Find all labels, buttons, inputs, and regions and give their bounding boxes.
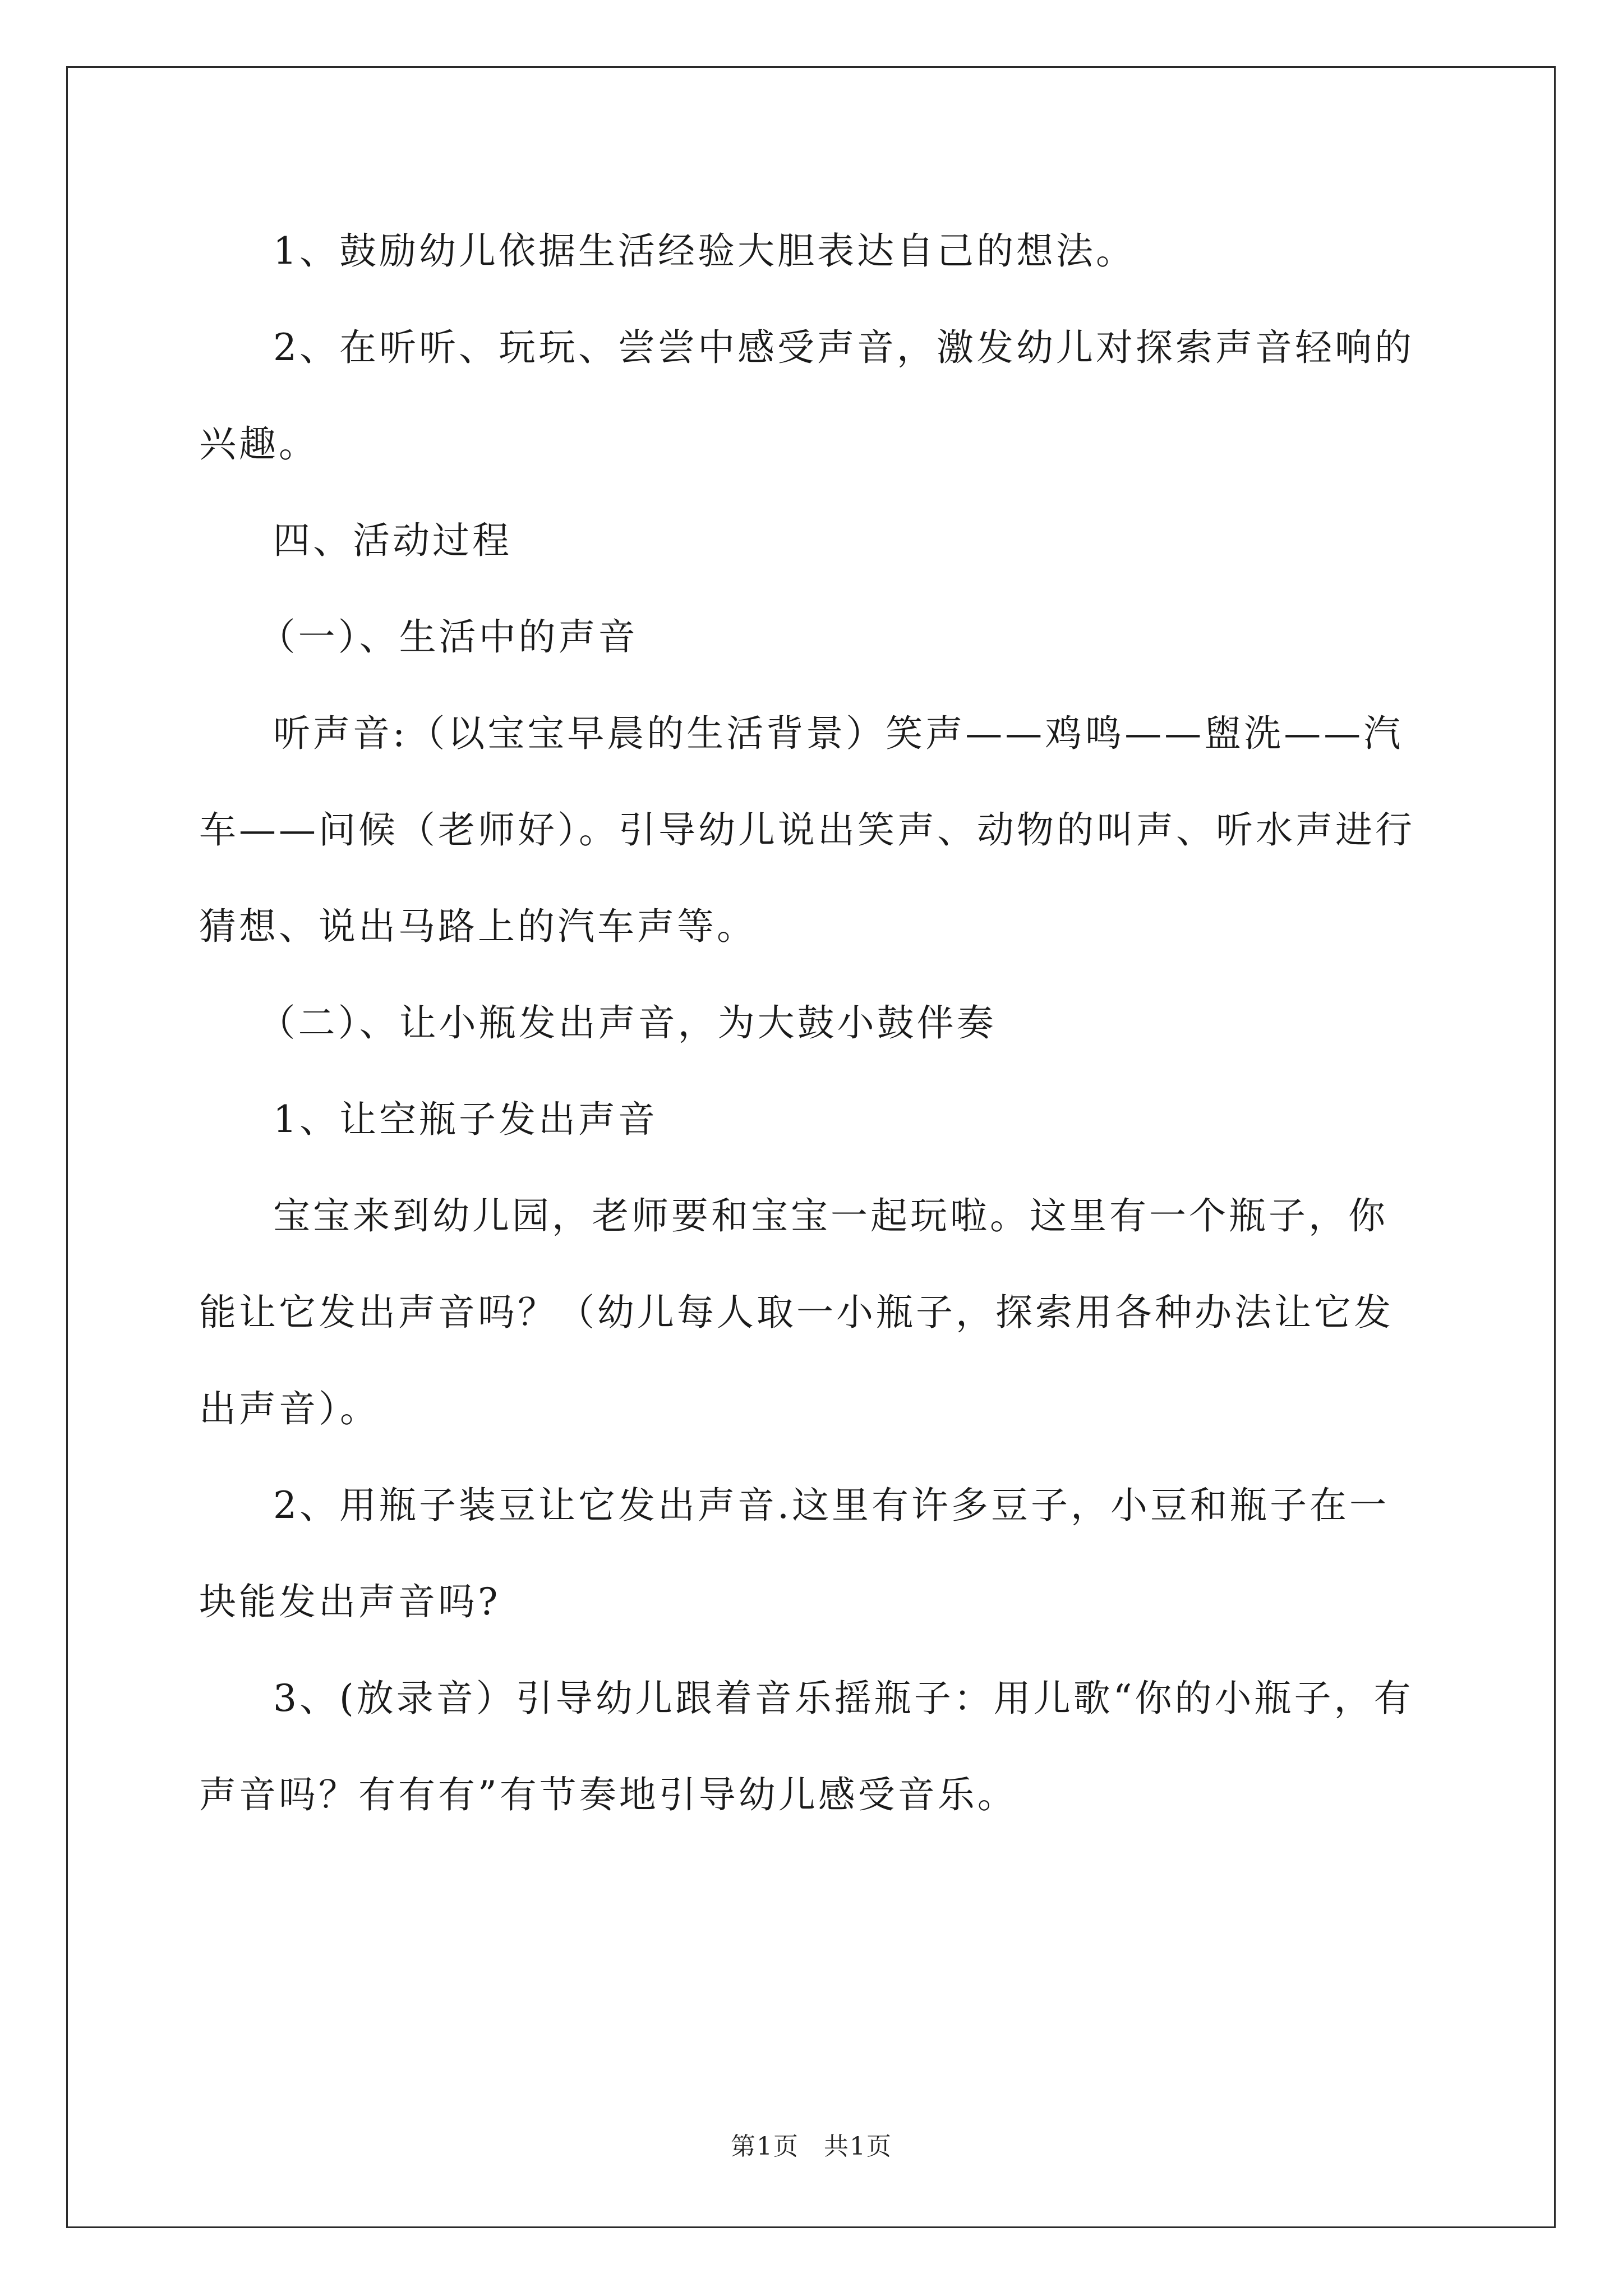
section-heading-activity-process: 四、活动过程 bbox=[273, 519, 512, 562]
page-number-total: 共1页 bbox=[824, 2132, 892, 2161]
subheading-sounds-in-life: （一）、生活中的声音 bbox=[258, 615, 638, 659]
paragraph-goal-2: 2、在听听、玩玩、尝尝中感受声音，激发幼儿对探索声音轻响的兴趣。 bbox=[199, 326, 1414, 466]
document-body bbox=[199, 203, 1422, 1843]
page-footer bbox=[0, 2126, 1623, 2162]
page-number-current: 第1页 bbox=[731, 2132, 799, 2161]
paragraph-step-1-detail: 宝宝来到幼儿园，老师要和宝宝一起玩啦。这里有一个瓶子，你能让它发出声音吗？（幼儿每人取一小瓶子，探索用各种办法让它发出声音）。 bbox=[199, 1194, 1394, 1430]
paragraph-step-3: 3、(放录音）引导幼儿跟着音乐摇瓶子：用儿歌“你的小瓶子，有声音吗？有有有”有节奏地引导幼儿感受音乐。 bbox=[199, 1677, 1414, 1816]
subheading-bottle-sounds: （二）、让小瓶发出声音，为大鼓小鼓伴奏 bbox=[258, 1001, 997, 1045]
paragraph-goal-1: 1、鼓励幼儿依据生活经验大胆表达自己的想法。 bbox=[273, 229, 1136, 273]
paragraph-step-2: 2、用瓶子装豆让它发出声音.这里有许多豆子，小豆和瓶子在一块能发出声音吗? bbox=[199, 1484, 1389, 1623]
paragraph-listen-sounds: 听声音:（以宝宝早晨的生活背景）笑声——鸡鸣——盥洗——汽车——问候（老师好）。引导幼儿说出笑声、动物的叫声、听水声进行猜想、说出马路上的汽车声等。 bbox=[199, 712, 1415, 948]
paragraph-step-1: 1、让空瓶子发出声音 bbox=[273, 1098, 658, 1141]
